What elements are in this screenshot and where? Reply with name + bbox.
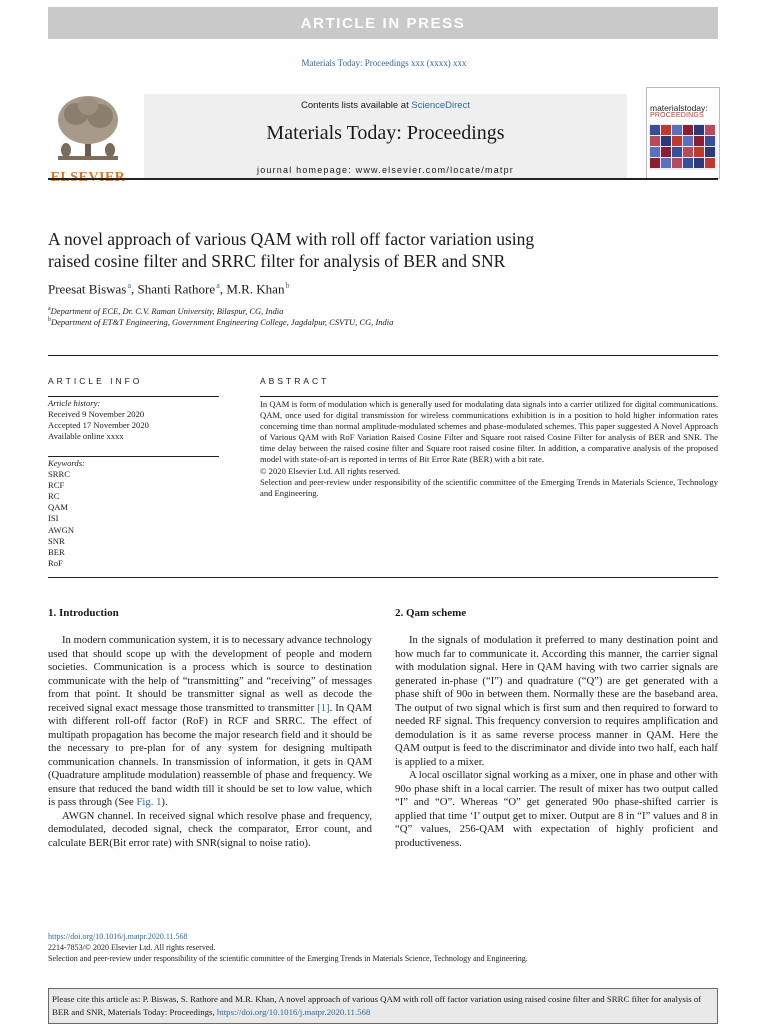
abstract-rule [260, 396, 718, 397]
tree-icon [48, 92, 128, 168]
author-affiliation-mark[interactable]: b [285, 281, 290, 290]
abstract-body [260, 399, 718, 499]
keyword: QAM [48, 502, 69, 513]
article-history [48, 398, 219, 442]
cover-title-main: materialstoday: [650, 103, 708, 113]
author-name[interactable]: Shanti Rathore [137, 281, 216, 297]
qam-paragraph: In the signals of modulation it preferred to many destination point and how much far to communicate it. According this manner, the carrier signal with modulation signal. Here in QAM having with two carrier signals are generated in-phase (“I”) and quadrature (“Q”) are get generated with a phase shift of 90o in between them. Normally these are the baseband area. The output of two signal which is first sum and then required to forward to needed RF signal. This frequency conversion to requires amplification and demodulation is it as same reverse process manner in QAM. Here the QAM output is feed to the discriminator and divide into two half, each half is applied to a mixer. [395, 634, 718, 768]
citation-box [48, 988, 718, 1024]
intro-text-part: ). [161, 796, 168, 808]
affiliation-text: Department of ECE, Dr. C.V. Raman University, Bilaspur, CG, India [50, 306, 284, 316]
sciencedirect-link[interactable]: ScienceDirect [411, 100, 470, 111]
issn-line: 2214-7853/© 2020 Elsevier Ltd. All rights reserved. [48, 943, 216, 952]
citation-doi-link[interactable]: https://doi.org/10.1016/j.matpr.2020.11.568 [216, 1007, 371, 1017]
abstract-bottom-rule [48, 577, 718, 578]
header-rule [48, 178, 718, 180]
keyword: ISI [48, 513, 59, 524]
journal-reference[interactable]: Materials Today: Proceedings xxx (xxxx) xxx [301, 58, 467, 68]
author-affiliation-mark[interactable]: a [127, 281, 132, 290]
keyword: RoF [48, 557, 63, 568]
contents-line [144, 100, 627, 111]
affiliation [48, 317, 393, 327]
intro-text-part: . In QAM with different roll-off factor (RoF) in RCF and SRRC. The effect of multipath propagation has become the major research field and it should be the necessary to pre-plan for of any system for designing multipath communication channels. In transmission of information, it gets in QAM (Quadrature amplitude modulation) reassemble of phase and frequency. We ensure that reduced the band width till it should be set to low value, which is pass through (See [48, 701, 372, 808]
accepted-date: Accepted 17 November 2020 [48, 420, 149, 431]
affiliation [48, 306, 283, 316]
author-name[interactable]: M.R. Khan [226, 281, 285, 297]
figure-link[interactable]: Fig. 1 [136, 796, 162, 808]
cover-mosaic-image [649, 124, 717, 170]
elsevier-tree-logo[interactable] [48, 92, 128, 177]
keyword: SNR [48, 535, 65, 546]
abstract-review: Selection and peer-review under responsibility of the scientific committee of the Emerging Trends in Materials Science, Technology and Engineering. [260, 476, 718, 498]
article-info-heading: ARTICLE INFO [48, 376, 143, 386]
journal-homepage[interactable]: journal homepage: www.elsevier.com/locate/matpr [257, 165, 514, 175]
affiliation-mark: b [48, 317, 51, 324]
received-date: Received 9 November 2020 [48, 409, 145, 420]
keywords-label: Keywords: [48, 458, 85, 468]
journal-cover-thumbnail[interactable] [646, 87, 720, 179]
abstract-copyright: © 2020 Elsevier Ltd. All rights reserved. [260, 465, 401, 476]
banner-text: ARTICLE IN PRESS [300, 14, 466, 32]
author-list: Preesat Biswas $^a$, Shanti Rathore $^a$, M.R. Khan $^b$ [48, 281, 290, 297]
keyword: AWGN [48, 524, 75, 535]
qam-paragraph: A local oscillator signal working as a mixer, one in phase and other with 90o phase shift in a local carrier. The result of mixer has two output called “I” and “O”. Whereas “O” get generated 90o phase-shifted carrier is applied that time ‘I’ output get to mixer. Output are 8 in “I” values and 8 in “Q” values, 256-QAM with expectation of highly proficient and productiveness. [395, 769, 718, 849]
keywords-rule [48, 456, 219, 457]
journal-title: Materials Today: Proceedings [266, 122, 505, 144]
cover-title [650, 104, 716, 120]
article-info-rule [48, 396, 219, 397]
cover-title-sub: PROCEEDINGS [650, 112, 704, 119]
affiliation-mark: a [48, 306, 51, 313]
citation-text: Please cite this article as: P. Biswas, S. Rathore and M.R. Khan, A novel approach of various QAM with roll off factor variation using raised cosine filter and SRRC filter for analysis of BER and SNR, Materials Today: Proceedings, [52, 994, 702, 1017]
paper-title-line-2: raised cosine filter and SRRC filter for analysis of BER and SNR [48, 251, 506, 271]
article-history-label: Article history: [48, 398, 101, 408]
keyword: BER [48, 546, 65, 557]
journal-header [48, 87, 718, 179]
paper-title-line-1: A novel approach of various QAM with roll off factor variation using [48, 229, 535, 249]
intro-text-part: In modern communication system, it is to necessary advance technology used that should scope up with the development of people and modern societies. Communication is a process which is source to destination communicate with the help of “transmitting” and “receiving” of messages from that point. It should be transmitter signal as well as decode the received signal exact message those transmitted to transmitter [48, 634, 372, 714]
footer-review: Selection and peer-review under responsibility of the scientific committee of the Emerging Trends in Materials Science, Technology and Engineering. [48, 954, 528, 963]
keywords-block [48, 458, 219, 569]
affiliation-text: Department of ET&T Engineering, Government Engineering College, Jagdalpur, CSVTU, CG, India [51, 317, 394, 327]
contents-prefix: Contents lists available at [301, 100, 412, 111]
section-heading-introduction: 1. Introduction [48, 607, 119, 619]
abstract-text: In QAM is form of modulation which is generally used for modulating data signals into a carrier utilized for digital communications. QAM, once used for digital transmission for wireless communications exhibition is in a position to hold higher information rates concerning time than normal amplitude-modulated schemes and phase-modulated schemes. This paper suggested A Novel Approach of Various QAM with RoF Variation Raised Cosine Filter and Square root raised Cosine Filter for analysis of BER and SNR. The time delay between the raised cosine filter and Square root raised cosine filter. In addition, a comparative analysis of the proposed model with state-of-art is reported in terms of Bit Error Rate (BER) with a bit rate. [260, 399, 718, 465]
title-rule [48, 355, 718, 356]
available-online: Available online xxxx [48, 431, 124, 442]
author-name[interactable]: Preesat Biswas [48, 281, 127, 297]
keyword: RC [48, 491, 60, 502]
introduction-paragraph: AWGN channel. In received signal which resolve phase and frequency, demodulated, decoded signal, check the comparator, Error count, and calculate BER(Bit error rate) with SNR(signal to noise ratio). [48, 809, 372, 849]
author-affiliation-mark[interactable]: a [216, 281, 220, 290]
journal-banner-box [144, 94, 627, 178]
keyword: RCF [48, 480, 65, 491]
qam-scheme-body [395, 634, 718, 850]
section-heading-qam-scheme: 2. Qam scheme [395, 607, 467, 619]
citation-link[interactable]: [1] [317, 701, 330, 714]
doi-link[interactable]: https://doi.org/10.1016/j.matpr.2020.11.568 [48, 932, 188, 941]
footer-block [48, 931, 528, 964]
keyword: SRRC [48, 469, 70, 480]
article-in-press-banner [48, 7, 718, 39]
introduction-paragraph [48, 634, 372, 810]
introduction-body [48, 634, 372, 850]
abstract-heading: ABSTRACT [260, 376, 330, 386]
paper-title [48, 228, 648, 272]
